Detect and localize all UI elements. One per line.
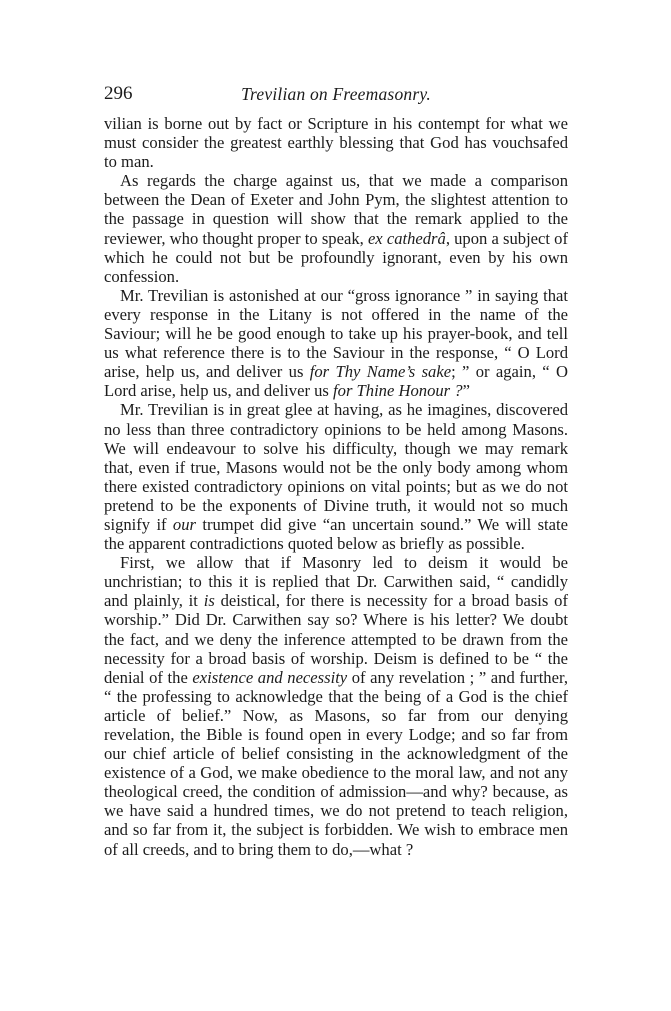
- paragraph: [104, 400, 568, 553]
- italic-text: for Thine Honour ?: [333, 381, 463, 401]
- italic-text: is: [203, 591, 215, 611]
- text-run: , upon a subject of which he could not but be profoundly ignorant, even by his own confession.: [104, 228, 569, 286]
- text-run: Mr. Trevilian is in great glee at having, as he imagines, discovered no less than three contradictory opinions to be held among Masons. We will endeavour to solve his difficulty, though we may remark that, even if true, Masons would not be the only body among whom there existed contradictory opinions on vital points; but as we do not pretend to be the exponents of Divine truth, it would not so much signify if: [104, 400, 568, 534]
- text-run: As regards the charge against us, that we made a comparison between the Dean of Exeter and John Pym, the slightest attention to the passage in question will show that the remark applied to the reviewer, who thought proper to speak,: [104, 171, 568, 248]
- paragraph: [104, 553, 568, 859]
- page-header: [104, 82, 568, 106]
- book-page: [104, 82, 568, 859]
- text-run: vilian is borne out by fact or Scripture in his contempt for what we must consider the greatest earthly blessing that God has vouchsafed to man.: [104, 114, 568, 172]
- text-run: Mr. Trevilian is astonished at our “gross ignorance ” in saying that every response in the Litany is not offered in the name of the Saviour; will he be good enough to take up his prayer-book, and tell us what reference there is to the Saviour in the response, “ O Lord arise, help us, and deliver us: [104, 285, 568, 382]
- text-run: deistical, for there is necessity for a broad basis of worship.” Did Dr. Carwithen say so? Where is his letter? We doubt the fact, and we deny the inference attempted to be drawn from the necessity for a broad basis of worship. Deism is defined to be “ the denial of the: [104, 591, 568, 687]
- text-run: ”: [462, 381, 470, 401]
- italic-text: our: [172, 514, 196, 534]
- text-run: of any revelation ; ” and further, “ the professing to acknowledge that the being of a God is the chief article of belief.” Now, as Masons, so far from our denying revelation, the Bible is found open in every Lodge; and so far from our chief article of belief consisting in the acknowledgment of the existence of a God, we make obedience to the moral law, and not any theological creed, the condition of admission—and why? because, as we have said a hundred times, we do not pretend to teach religion, and so far from it, the subject is forbidden. We wish to embrace men of all creeds, and to bring them to do,—what ?: [104, 667, 568, 859]
- text-run: ; ” or again, “ O Lord arise, help us, and deliver us: [104, 362, 568, 401]
- text-run: First, we allow that if Masonry led to deism it would be unchristian; to this it is replied that Dr. Carwithen said, “ candidly and plainly, it: [104, 553, 568, 611]
- italic-text: existence and necessity: [192, 667, 348, 687]
- paragraph: [104, 114, 568, 171]
- italic-text: ex cathedrâ: [367, 228, 446, 248]
- page-number: 296: [104, 83, 133, 104]
- running-title: Trevilian on Freemasonry.: [241, 84, 431, 104]
- text-run: trumpet did give “an uncertain sound.” We will state the apparent contradictions quoted below as briefly as possible.: [104, 514, 568, 554]
- paragraph: [104, 171, 568, 286]
- italic-text: for Thy Name’s sake: [309, 362, 452, 382]
- body-text: [104, 114, 568, 859]
- paragraph: [104, 286, 568, 401]
